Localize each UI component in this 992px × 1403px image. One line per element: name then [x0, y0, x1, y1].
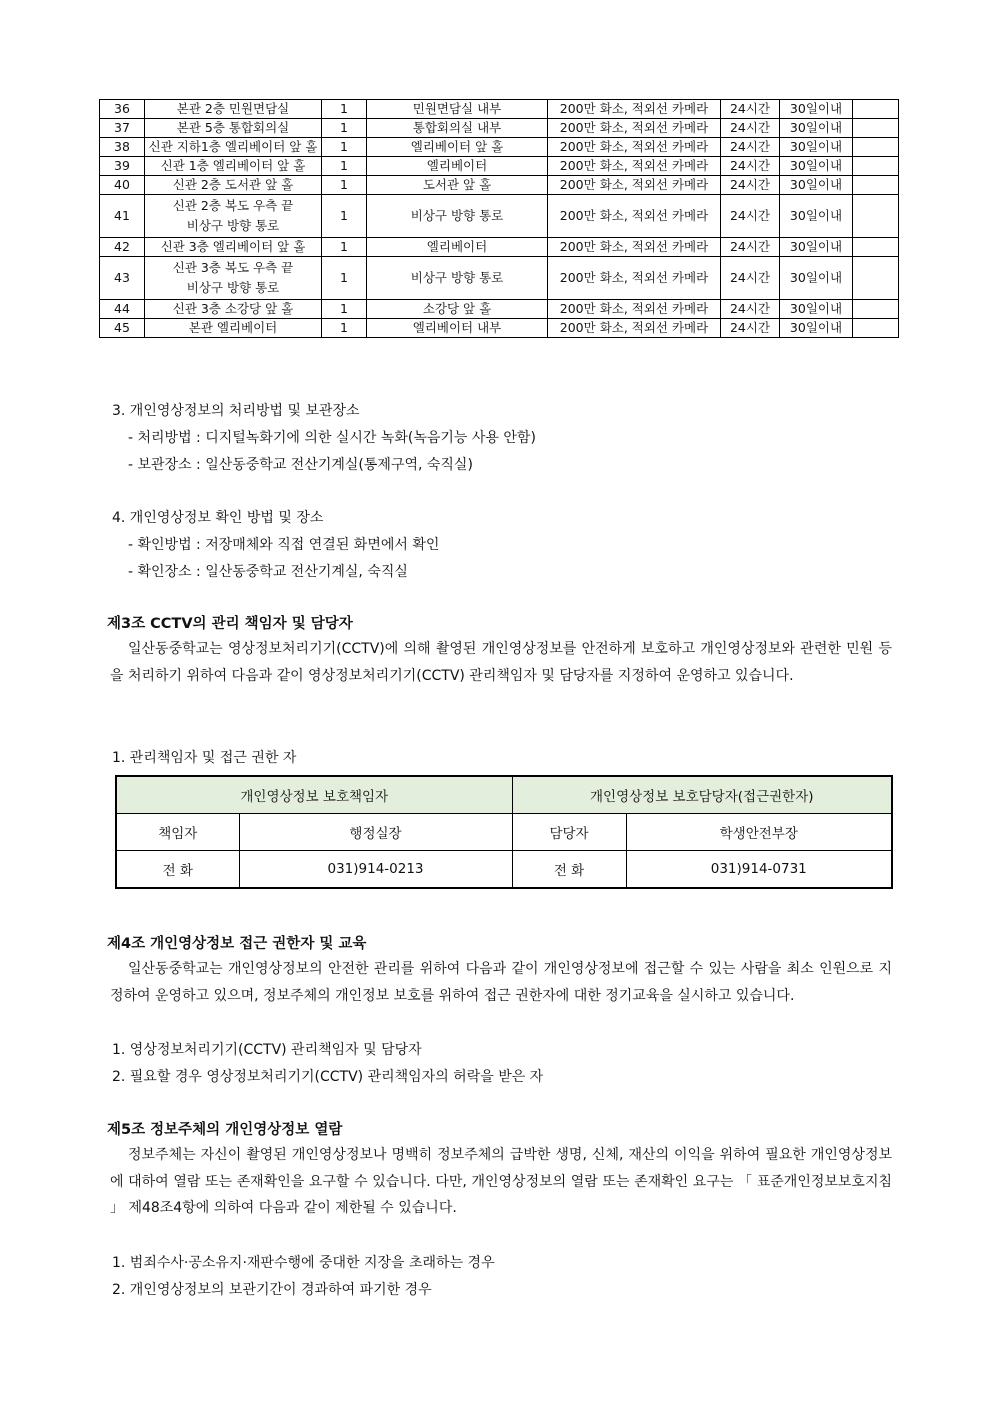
article3-body — [110, 636, 892, 689]
table-row — [100, 100, 899, 119]
section4-item-method: - 확인방법 : 저장매체와 직접 연결된 화면에서 확인 — [128, 537, 440, 553]
cell-range: 비상구 방향 통로 — [367, 195, 548, 238]
cell-note — [853, 195, 899, 238]
article5-item-1: 1. 범죄수사·공소유지·재판수행에 중대한 지장을 초래하는 경우 — [112, 1255, 495, 1271]
cell-no: 40 — [100, 176, 145, 195]
cell-range: 소강당 앞 홀 — [367, 300, 548, 319]
cell-time: 24시간 — [721, 195, 780, 238]
cell-note — [853, 157, 899, 176]
cell-count: 1 — [322, 238, 367, 257]
location-line: 본관 5층 통합회의실 — [176, 120, 290, 135]
cell-count: 1 — [322, 319, 367, 338]
cell-time: 24시간 — [721, 300, 780, 319]
location-line: 본관 2층 민원면담실 — [176, 101, 290, 116]
cell-no: 45 — [100, 319, 145, 338]
cell-retention: 30일이내 — [780, 319, 853, 338]
cell-no: 38 — [100, 138, 145, 157]
cell-note — [853, 238, 899, 257]
cell-spec: 200만 화소, 적외선 카메라 — [548, 119, 721, 138]
cell-range: 엘리베이터 내부 — [367, 319, 548, 338]
location-line: 신관 지하1층 엘리베이터 앞 홀 — [148, 139, 318, 154]
cell-note — [853, 138, 899, 157]
cell-no: 42 — [100, 238, 145, 257]
section4-item-place: - 확인장소 : 일산동중학교 전산기계실, 숙직실 — [128, 564, 408, 580]
table-row — [100, 119, 899, 138]
table-row — [100, 238, 899, 257]
cell-count: 1 — [322, 176, 367, 195]
manager-table-row-phone — [116, 851, 892, 889]
section3-item-method: - 처리방법 : 디지털녹화기에 의한 실시간 녹화(녹음기능 사용 안함) — [128, 430, 536, 446]
cell-note — [853, 300, 899, 319]
location-line: 신관 2층 도서관 앞 홀 — [172, 177, 294, 192]
cell-location — [145, 100, 322, 119]
cell-no: 43 — [100, 257, 145, 300]
cell-note — [853, 176, 899, 195]
cell-count: 1 — [322, 100, 367, 119]
table-row — [100, 257, 899, 300]
table-row — [100, 157, 899, 176]
location-line: 신관 3층 엘리베이터 앞 홀 — [160, 239, 306, 254]
cell-range: 엘리베이터 — [367, 238, 548, 257]
cell-retention: 30일이내 — [780, 100, 853, 119]
manager-table — [115, 775, 893, 889]
article3-body-text: 일산동중학교는 영상정보처리기기(CCTV)에 의해 촬영된 개인영상정보를 안전하게 보호하고 개인영상정보와 관련한 민원 등을 처리하기 위하여 다음과 같이 영상정보처리기기(CCTV) 관리책임자 및 담당자를 지정하여 운영하고 있습니다. — [110, 641, 892, 684]
cell-spec: 200만 화소, 적외선 카메라 — [548, 195, 721, 238]
cell-location — [145, 138, 322, 157]
cell-note — [853, 319, 899, 338]
cell-location — [145, 119, 322, 138]
cell-range: 통합회의실 내부 — [367, 119, 548, 138]
location-line: 신관 2층 복도 우측 끝 — [172, 198, 294, 213]
cell-spec: 200만 화소, 적외선 카메라 — [548, 176, 721, 195]
table-row — [100, 319, 899, 338]
location-line: 본관 엘리베이터 — [188, 320, 278, 335]
cell-count: 1 — [322, 119, 367, 138]
cell-count: 1 — [322, 138, 367, 157]
cell-no: 37 — [100, 119, 145, 138]
location-line: 신관 3층 소강당 앞 홀 — [172, 301, 294, 316]
cell-spec: 200만 화소, 적외선 카메라 — [548, 257, 721, 300]
cell-spec: 200만 화소, 적외선 카메라 — [548, 300, 721, 319]
cell-no: 44 — [100, 300, 145, 319]
cell-count: 1 — [322, 300, 367, 319]
cell-retention: 30일이내 — [780, 138, 853, 157]
cell-no: 41 — [100, 195, 145, 238]
article4-body-text: 일산동중학교는 개인영상정보의 안전한 관리를 위하여 다음과 같이 개인영상정보에 접근할 수 있는 사람을 최소 인원으로 지정하여 운영하고 있으며, 정보주체의 개인정보 보호를 위하여 접근 권한자에 대한 정기교육을 실시하고 있습니다. — [110, 961, 892, 1004]
cell-location — [145, 195, 322, 238]
cell-spec: 200만 화소, 적외선 카메라 — [548, 157, 721, 176]
section3-item-storage: - 보관장소 : 일산동중학교 전산기계실(통제구역, 숙직실) — [128, 457, 473, 473]
cell-location — [145, 300, 322, 319]
manager-table-header — [116, 776, 892, 814]
cell-label-responsible: 책임자 — [116, 814, 239, 851]
cell-value-responsible: 행정실장 — [239, 814, 512, 851]
table-row — [100, 300, 899, 319]
cell-spec: 200만 화소, 적외선 카메라 — [548, 238, 721, 257]
article5-item-2: 2. 개인영상정보의 보관기간이 경과하여 파기한 경우 — [112, 1282, 432, 1298]
header-handler: 개인영상정보 보호담당자(접근권한자) — [512, 776, 892, 814]
article5-heading: 제5조 정보주체의 개인영상정보 열람 — [107, 1122, 343, 1138]
cell-note — [853, 257, 899, 300]
article5-body — [110, 1142, 892, 1222]
header-responsible: 개인영상정보 보호책임자 — [116, 776, 512, 814]
location-line-2: 비상구 방향 통로 — [186, 218, 280, 233]
cell-retention: 30일이내 — [780, 238, 853, 257]
cell-value-handler: 학생안전부장 — [626, 814, 892, 851]
cell-label-phone-left: 전 화 — [116, 851, 239, 889]
cell-time: 24시간 — [721, 257, 780, 300]
cell-no: 39 — [100, 157, 145, 176]
cell-location — [145, 176, 322, 195]
location-line: 신관 3층 복도 우측 끝 — [172, 260, 294, 275]
cell-spec: 200만 화소, 적외선 카메라 — [548, 138, 721, 157]
cctv-installation-table — [99, 99, 899, 338]
cell-range: 엘리베이터 앞 홀 — [367, 138, 548, 157]
cell-spec: 200만 화소, 적외선 카메라 — [548, 319, 721, 338]
cell-retention: 30일이내 — [780, 176, 853, 195]
article4-body — [110, 956, 892, 1009]
section3-title: 3. 개인영상정보의 처리방법 및 보관장소 — [112, 403, 360, 419]
table-row — [100, 138, 899, 157]
cell-count: 1 — [322, 157, 367, 176]
section4-title: 4. 개인영상정보 확인 방법 및 장소 — [112, 510, 324, 526]
cell-retention: 30일이내 — [780, 157, 853, 176]
cell-value-phone-right: 031)914-0731 — [626, 851, 892, 889]
cell-label-phone-right: 전 화 — [512, 851, 626, 889]
cell-location — [145, 319, 322, 338]
cell-time: 24시간 — [721, 138, 780, 157]
article4-item-1: 1. 영상정보처리기기(CCTV) 관리책임자 및 담당자 — [112, 1042, 422, 1058]
article5-body-text: 정보주체는 자신이 촬영된 개인영상정보나 명백히 정보주체의 급박한 생명, 신체, 재산의 이익을 위하여 필요한 개인영상정보에 대하여 열람 또는 존재확인을 요구할 수 있습니다. 다만, 개인영상정보의 열람 또는 존재확인 요구는 「 표준개인정보보호지침 」 제48조4항에 의하여 다음과 같이 제한될 수 있습니다. — [110, 1147, 892, 1216]
cell-range: 비상구 방향 통로 — [367, 257, 548, 300]
cell-location — [145, 257, 322, 300]
article3-subtitle: 1. 관리책임자 및 접근 권한 자 — [112, 750, 297, 766]
cell-label-handler: 담당자 — [512, 814, 626, 851]
cell-count: 1 — [322, 195, 367, 238]
cell-retention: 30일이내 — [780, 119, 853, 138]
cell-range: 엘리베이터 — [367, 157, 548, 176]
cell-retention: 30일이내 — [780, 195, 853, 238]
manager-table-row-role — [116, 814, 892, 851]
cell-retention: 30일이내 — [780, 257, 853, 300]
cell-spec: 200만 화소, 적외선 카메라 — [548, 100, 721, 119]
cell-count: 1 — [322, 257, 367, 300]
article4-item-2: 2. 필요할 경우 영상정보처리기기(CCTV) 관리책임자의 허락을 받은 자 — [112, 1069, 544, 1085]
cell-retention: 30일이내 — [780, 300, 853, 319]
cell-range: 민원면담실 내부 — [367, 100, 548, 119]
cell-location — [145, 157, 322, 176]
article4-heading: 제4조 개인영상정보 접근 권한자 및 교육 — [107, 936, 367, 952]
cell-time: 24시간 — [721, 176, 780, 195]
location-line: 신관 1층 엘리베이터 앞 홀 — [160, 158, 306, 173]
cell-time: 24시간 — [721, 319, 780, 338]
cell-note — [853, 100, 899, 119]
table-row — [100, 176, 899, 195]
cell-time: 24시간 — [721, 100, 780, 119]
cell-time: 24시간 — [721, 157, 780, 176]
location-line-2: 비상구 방향 통로 — [186, 280, 280, 295]
cell-no: 36 — [100, 100, 145, 119]
cell-time: 24시간 — [721, 119, 780, 138]
table-row — [100, 195, 899, 238]
cell-location — [145, 238, 322, 257]
cell-time: 24시간 — [721, 238, 780, 257]
cell-value-phone-left: 031)914-0213 — [239, 851, 512, 889]
cell-range: 도서관 앞 홀 — [367, 176, 548, 195]
article3-heading: 제3조 CCTV의 관리 책임자 및 담당자 — [107, 616, 353, 632]
cell-note — [853, 119, 899, 138]
cctv-table-body — [100, 100, 899, 338]
